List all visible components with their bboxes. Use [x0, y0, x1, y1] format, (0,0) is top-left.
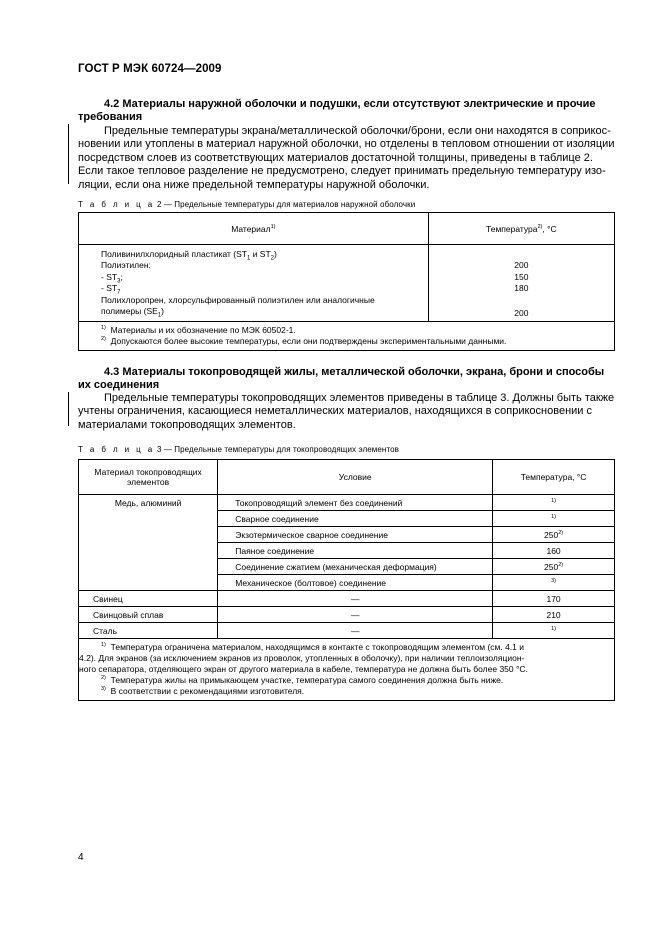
- temp-cell: 1): [493, 623, 615, 639]
- material: Сталь: [79, 623, 218, 639]
- table-3-notes: [79, 639, 615, 701]
- material-pvc: Поливинилхлоридный пластикат ($ST_1$ и $ST_2$): [101, 249, 277, 262]
- section-4-2-title-line1: 4.2 Материалы наружной оболочки и подушки, если отсутствуют электрические и прочие: [104, 98, 596, 110]
- table-row: [79, 607, 615, 623]
- condition: Механическое (болтовое) соединение: [218, 575, 493, 591]
- temp-value: 200: [514, 260, 529, 271]
- table-row: [79, 495, 615, 511]
- section-4-3-title: [78, 366, 615, 392]
- change-bar: [68, 124, 69, 184]
- table-2-materials-cell: [79, 245, 429, 322]
- table-2-notes-row: [79, 322, 615, 351]
- table-3-caption-text: 3 — Предельные температуры для токопроводящих элементов: [156, 445, 400, 454]
- note: $^{2)}$ Температура жилы на примыкающем участке, температура самого соединения должна быть ниже.: [101, 675, 504, 685]
- material-st3: - $ST_3$;: [101, 271, 123, 285]
- note: $^{1)}$ Материалы и их обозначение по МЭК 60502-1.: [101, 325, 296, 336]
- condition: Паяное соединение: [218, 543, 493, 559]
- condition: Токопроводящий элемент без соединений: [218, 495, 493, 511]
- table-row: [79, 623, 615, 639]
- condition: Сварное соединение: [218, 511, 493, 527]
- table-2-notes: [79, 322, 615, 351]
- table-2-body-row: [79, 245, 615, 322]
- material-st7: - $ST_7$: [101, 283, 121, 296]
- table-3-header-material: Материал токопроводящих элементов: [79, 460, 218, 495]
- table-3-header-row: [79, 460, 615, 495]
- condition: Экзотермическое сварное соединение: [218, 527, 493, 543]
- material-pe: Полиэтилен:: [101, 260, 151, 271]
- table-3-header-condition: Условие: [218, 460, 493, 495]
- condition: Соединение сжатием (механическая деформация): [218, 559, 493, 575]
- para-line: Если такое тепловое разделение не предусмотрено, следует принимать предельную температуру изо-: [78, 165, 606, 178]
- temp-cell: 1): [493, 511, 615, 527]
- note-continuation: 4.2). Для экранов (за исключением экранов из проволок, утопленных в оболочку), при наличии теплоизоляцион-: [79, 653, 525, 663]
- material-cr-line1: Полихлоропрен, хлорсульфированный полиэтилен или аналогичные: [101, 294, 375, 305]
- temp-cell: 210: [493, 607, 615, 623]
- para-line: посредством слоев из соответствующих материалов достаточной толщины, приведены в таблице 2.: [78, 151, 593, 164]
- temp-cell: 160: [493, 543, 615, 559]
- table-2-caption-prefix: Т а б л и ц а: [78, 200, 155, 209]
- table-2-header-material: Материал$^{1)}$: [79, 213, 429, 245]
- temp-cell: 3): [493, 575, 615, 591]
- table-2-header-row: [79, 213, 615, 245]
- document-header: ГОСТ Р МЭК 60724—2009: [78, 63, 222, 75]
- table-2-header-temperature: Температура$^{2)}$, °С: [428, 213, 614, 245]
- material: Свинец: [79, 591, 218, 607]
- temp-cell: 250$^{2)}$: [493, 527, 615, 543]
- table-2: [78, 212, 615, 351]
- para-line: Предельные температуры токопроводящих элементов приведены в таблице 3. Должны быть также: [104, 392, 615, 404]
- section-4-2-title: [78, 98, 615, 124]
- section-4-3-title-line2: их соединения: [78, 379, 160, 391]
- table-row: [79, 591, 615, 607]
- temp-cell: 170: [493, 591, 615, 607]
- table-3-caption: [78, 445, 399, 455]
- para-line: ляции, если она ниже предельной температуры наружной оболочки.: [78, 178, 430, 191]
- material-copper-aluminium: Медь, алюминий: [79, 495, 218, 591]
- note: $^{2)}$ Допускаются более высокие температуры, если они подтверждены экспериментальными данными.: [101, 336, 507, 347]
- page-number: 4: [78, 852, 84, 863]
- section-4-3-title-line1: 4.3 Материалы токопроводящей жилы, металлической оболочки, экрана, брони и способы: [104, 366, 605, 378]
- change-bar: [68, 392, 69, 426]
- table-3-notes-row: [79, 639, 615, 701]
- temp-value: 180: [514, 283, 529, 294]
- section-4-3-paragraph: [78, 392, 615, 432]
- para-line: новении или утоплены в материал наружной оболочки, но отделены в тепловом отношении от изоляции: [78, 138, 615, 151]
- condition: —: [218, 591, 493, 607]
- table-2-temps-cell: [428, 245, 614, 322]
- note: $^{1)}$ Температура ограничена материалом, находящимся в контакте с токопроводящим элементом (см. 4.1 и: [101, 642, 525, 652]
- section-4-2-title-line2: требования: [78, 111, 143, 123]
- para-line: учтены ограничения, касающиеся неметаллических материалов, находящихся в соприкосновении с: [78, 405, 593, 418]
- material: Свинцовый сплав: [79, 607, 218, 623]
- temp-value: 200: [514, 307, 529, 318]
- table-3-caption-prefix: Т а б л и ц а: [78, 445, 155, 454]
- note-continuation: ного сепаратора, отделяющего экран от другого материала в кабеле, температура не должна быть более 350 °С.: [79, 664, 528, 674]
- condition: —: [218, 623, 493, 639]
- table-3-header-temperature: Температура, °С: [493, 460, 615, 495]
- table-3: [78, 459, 615, 701]
- condition: —: [218, 607, 493, 623]
- para-line: Предельные температуры экрана/металлической оболочки/брони, если они находятся в соприкос-: [104, 125, 611, 137]
- note: $^{3)}$ В соответствии с рекомендациями изготовителя.: [101, 686, 305, 696]
- table-2-caption-text: 2 — Предельные температуры для материалов наружной оболочки: [156, 200, 416, 209]
- para-line: материалами токопроводящих элементов.: [78, 418, 296, 431]
- temp-cell: 1): [493, 495, 615, 511]
- temp-value: 150: [514, 271, 529, 282]
- table-2-caption: [78, 200, 415, 210]
- section-4-2-paragraph: [78, 125, 615, 192]
- material-cr-line2: полимеры $(SE_1)$: [101, 305, 164, 319]
- temp-cell: 250$^{2)}$: [493, 559, 615, 575]
